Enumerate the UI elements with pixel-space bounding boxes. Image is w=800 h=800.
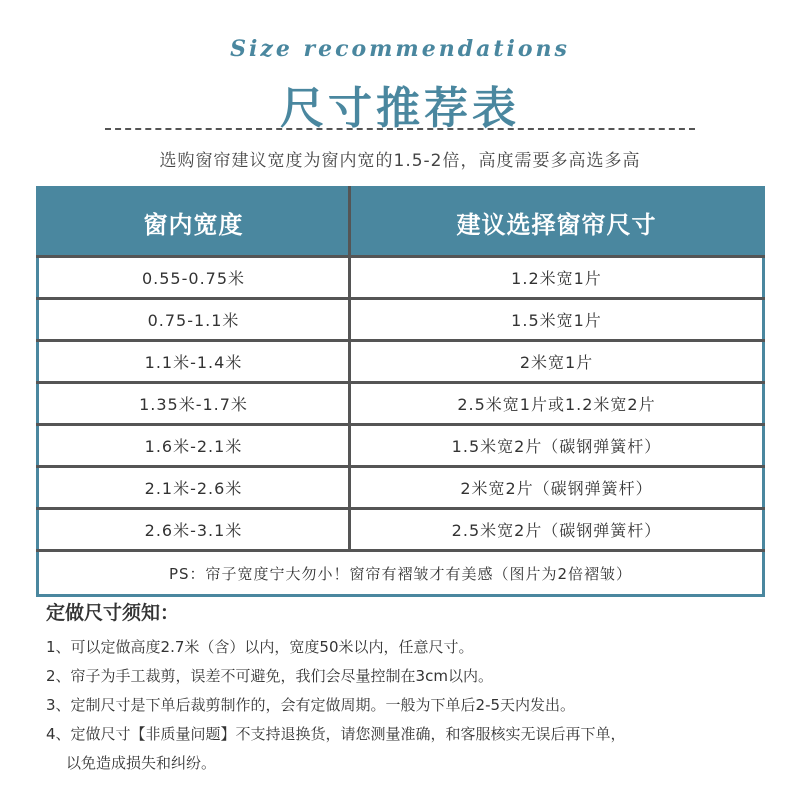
page-title: 尺寸推荐表 [280, 83, 520, 134]
table-row [38, 425, 764, 467]
cell-curtain-size: 2米宽2片（碳钢弹簧杆） [350, 467, 764, 509]
note-item: 3、定制尺寸是下单后裁剪制作的，会有定做周期。一般为下单后2-5天内发出。 [46, 696, 576, 714]
cell-window-width: 0.75-1.1米 [38, 299, 350, 341]
cell-curtain-size: 2.5米宽1片或1.2米宽2片 [350, 383, 764, 425]
cell-curtain-size: 1.5米宽1片 [350, 299, 764, 341]
size-tip: 选购窗帘建议宽度为窗内宽的1.5-2倍，高度需要多高选多高 [159, 151, 641, 171]
column-header-curtain-size: 建议选择窗帘尺寸 [350, 188, 764, 257]
ps-row [38, 551, 764, 596]
subtitle-english: Size recommendations [230, 36, 570, 62]
table-header-row [38, 188, 764, 257]
notes-heading: 定做尺寸须知： [46, 602, 180, 624]
note-item: 4、定做尺寸【非质量问题】不支持退换货，请您测量准确，和客服核实无误后再下单， [46, 725, 626, 743]
cell-window-width: 0.55-0.75米 [38, 257, 350, 299]
note-item: 1、可以定做高度2.7米（含）以内，宽度50米以内，任意尺寸。 [46, 638, 474, 656]
cell-curtain-size: 1.5米宽2片（碳钢弹簧杆） [350, 425, 764, 467]
table-row [38, 257, 764, 299]
dashed-divider [105, 128, 695, 130]
ps-note: PS：帘子宽度宁大勿小！窗帘有褶皱才有美感（图片为2倍褶皱） [38, 551, 764, 596]
table-row [38, 299, 764, 341]
cell-window-width: 2.1米-2.6米 [38, 467, 350, 509]
table-row [38, 383, 764, 425]
column-header-window-width: 窗内宽度 [38, 188, 350, 257]
cell-curtain-size: 2米宽1片 [350, 341, 764, 383]
cell-window-width: 1.1米-1.4米 [38, 341, 350, 383]
cell-window-width: 2.6米-3.1米 [38, 509, 350, 551]
table-row [38, 509, 764, 551]
table-row [38, 341, 764, 383]
cell-window-width: 1.35米-1.7米 [38, 383, 350, 425]
table-row [38, 467, 764, 509]
cell-curtain-size: 1.2米宽1片 [350, 257, 764, 299]
custom-size-notes [46, 598, 776, 778]
note-item: 2、帘子为手工裁剪，误差不可避免，我们会尽量控制在3cm以内。 [46, 667, 493, 685]
size-table [36, 186, 765, 597]
cell-window-width: 1.6米-2.1米 [38, 425, 350, 467]
cell-curtain-size: 2.5米宽2片（碳钢弹簧杆） [350, 509, 764, 551]
note-item-continuation: 以免造成损失和纠纷。 [66, 754, 217, 772]
